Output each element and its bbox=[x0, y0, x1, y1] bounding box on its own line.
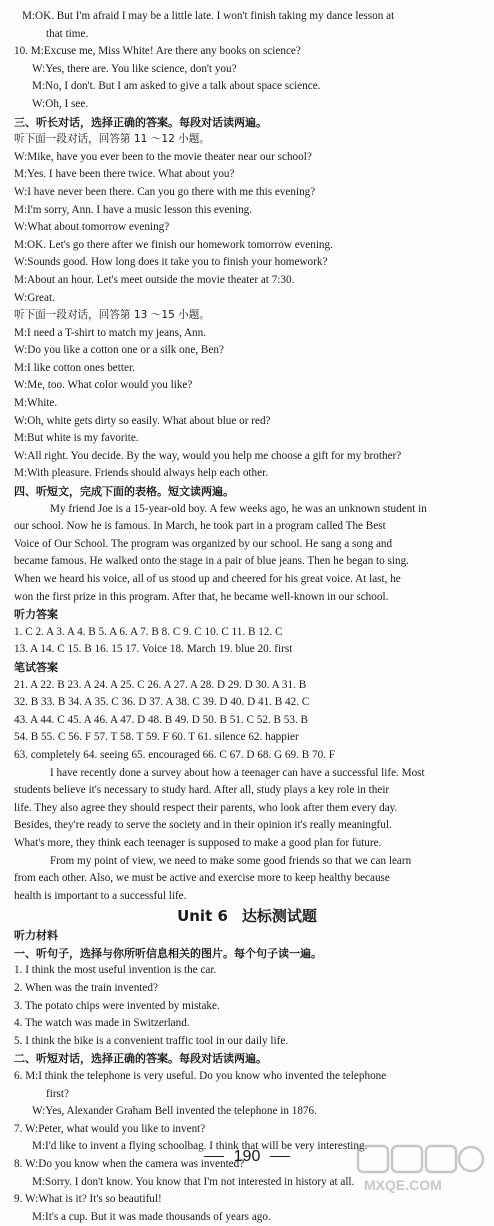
text-line: 1. C 2. A 3. A 4. B 5. A 6. A 7. B 8. C 9. C 10. C 11. B 12. C bbox=[14, 625, 283, 638]
text-line: M:With pleasure. Friends should always help each other. bbox=[14, 467, 269, 480]
text-line: 听力材料 bbox=[14, 929, 58, 943]
text-line: M:I'm sorry, Ann. I have a music lesson this evening. bbox=[14, 203, 253, 216]
text-line: students believe it's necessary to study hard. After all, study plays a key role in their bbox=[14, 784, 390, 797]
text-line: W:Great. bbox=[14, 291, 55, 304]
text-line: W:Oh, white gets dirty so easily. What about blue or red? bbox=[14, 414, 271, 427]
text-line: Voice of Our School. The program was organized by our school. He sang a song and bbox=[14, 537, 393, 550]
text-line: 63. completely 64. seeing 65. encouraged 66. C 67. D 68. G 69. B 70. F bbox=[14, 748, 335, 761]
text-line: 2. When was the train invented? bbox=[14, 982, 158, 995]
text-line: first? bbox=[46, 1087, 69, 1100]
text-line: W:I have never been there. Can you go there with me this evening? bbox=[14, 185, 316, 198]
unit-name: Unit 6 bbox=[177, 907, 228, 926]
text-line: M:I'd like to invent a flying schoolbag. I think that will be very interesting. bbox=[32, 1140, 368, 1153]
text-line: 9. W:What is it? It's so beautiful! bbox=[14, 1193, 162, 1206]
text-line: 5. I think the bike is a convenient traffic tool in our daily life. bbox=[14, 1034, 289, 1047]
unit-heading bbox=[0, 905, 494, 927]
text-line: 1. I think the most useful invention is the car. bbox=[14, 964, 217, 977]
text-line: 43. A 44. C 45. A 46. A 47. D 48. B 49. D 50. B 51. C 52. B 53. B bbox=[14, 713, 309, 726]
text-line: When we heard his voice, all of us stood up and cheered for his great voice. At last, he bbox=[14, 573, 401, 585]
text-line: 笔试答案 bbox=[14, 660, 58, 674]
svg-text:MXQE.COM: MXQE.COM bbox=[364, 1177, 442, 1193]
text-line: W:Yes, there are. You like science, don't you? bbox=[32, 62, 237, 75]
text-line: W:What about tomorrow evening? bbox=[14, 221, 170, 234]
text-line: W:Do you like a cotton one or a silk one, Ben? bbox=[14, 344, 224, 357]
text-line: 10. M:Excuse me, Miss White! Are there any books on science? bbox=[14, 45, 301, 58]
text-line: 三、听长对话，选择正确的答案。每段对话读两遍。 bbox=[14, 115, 267, 129]
text-line: M:OK. But I'm afraid I may be a little late. I won't finish taking my dance lesson at bbox=[22, 10, 395, 22]
text-line: became famous. He walked onto the stage in a pair of blue jeans. Then he began to sing. bbox=[14, 555, 409, 568]
text-line: M:No, I don't. But I am asked to give a talk about space science. bbox=[32, 80, 321, 93]
text-line: 7. W:Peter, what would you like to invent? bbox=[14, 1122, 206, 1135]
text-line: health is important to a successful life. bbox=[14, 889, 187, 902]
text-line: 听下面一段对话，回答第 11 ～12 小题。 bbox=[14, 133, 210, 146]
text-line: W:Mike, have you ever been to the movie theater near our school? bbox=[14, 150, 312, 163]
text-line: 21. A 22. B 23. A 24. A 25. C 26. A 27. A 28. D 29. D 30. A 31. B bbox=[14, 678, 307, 691]
text-line: 听下面一段对话，回答第 13 ～15 小题。 bbox=[14, 309, 210, 322]
text-line: 8. W:Do you know when the camera was invented? bbox=[14, 1158, 245, 1170]
text-line: won the first prize in this program. After that, he became well-known in our school. bbox=[14, 590, 389, 603]
text-line: 二、听短对话，选择正确的答案。每段对话读两遍。 bbox=[14, 1052, 267, 1066]
text-line: M:I need a T-shirt to match my jeans, Ann. bbox=[14, 326, 207, 339]
text-line: W:All right. You decide. By the way, would you help me choose a gift for my brother? bbox=[14, 449, 402, 462]
text-line: 13. A 14. C 15. B 16. 15 17. Voice 18. March 19. blue 20. first bbox=[14, 643, 293, 656]
text-line: M:White. bbox=[14, 397, 58, 410]
text-line: I have recently done a survey about how a teenager can have a successful life. Most bbox=[50, 766, 425, 779]
text-line: M:But white is my favorite. bbox=[14, 432, 139, 445]
text-line: W:Oh, I see. bbox=[32, 97, 89, 110]
text-line: M:It's a cup. But it was made thousands of years ago. bbox=[32, 1210, 271, 1223]
text-line: M:I like cotton ones better. bbox=[14, 361, 135, 374]
text-line: My friend Joe is a 15-year-old boy. A few weeks ago, he was an unknown student in bbox=[50, 502, 427, 515]
text-line: W:Me, too. What color would you like? bbox=[14, 379, 193, 392]
text-block-upper bbox=[0, 8, 494, 905]
text-line: Besides, they're ready to serve the society and in their opinion it's really meaningful. bbox=[14, 819, 392, 832]
text-line: 听力答案 bbox=[14, 608, 58, 622]
watermark-logo bbox=[356, 1144, 486, 1196]
text-line: 4. The watch was made in Switzerland. bbox=[14, 1017, 190, 1030]
page-number-text: 190 bbox=[233, 1148, 261, 1165]
text-line: from each other. Also, we must be active and exercise more to keep healthy because bbox=[14, 872, 390, 885]
text-line: W:Sounds good. How long does it take you to finish your homework? bbox=[14, 256, 328, 269]
unit-title: 达标测试题 bbox=[241, 907, 317, 926]
text-line: M:Yes. I have been there twice. What about you? bbox=[14, 168, 235, 181]
text-line: 54. B 55. C 56. F 57. T 58. T 59. F 60. T 61. silence 62. happier bbox=[14, 731, 299, 744]
text-line: that time. bbox=[46, 27, 89, 40]
text-line: 32. B 33. B 34. A 35. C 36. D 37. A 38. C 39. D 40. D 41. B 42. C bbox=[14, 696, 310, 709]
text-line: What's more, they think each teenager is supposed to make a good plan for future. bbox=[14, 836, 382, 849]
text-line: 6. M:I think the telephone is very useful. Do you know who invented the telephone bbox=[14, 1070, 387, 1083]
document-page bbox=[0, 8, 494, 1226]
text-line: M:Sorry. I don't know. You know that I'm not interested in history at all. bbox=[32, 1175, 355, 1188]
text-line: our school. Now he is famous. In March, he took part in a program called The Best bbox=[14, 520, 386, 533]
text-line: 3. The potato chips were invented by mistake. bbox=[14, 999, 220, 1012]
text-line: 一、听句子，选择与你所听信息相关的图片。每个句子读一遍。 bbox=[14, 946, 322, 960]
text-line: 四、听短文，完成下面的表格。短文读两遍。 bbox=[14, 485, 234, 499]
text-line: W:Yes, Alexander Graham Bell invented the telephone in 1876. bbox=[32, 1105, 317, 1118]
text-line: From my point of view, we need to make some good friends so that we can learn bbox=[50, 854, 412, 867]
text-line: M:About an hour. Let's meet outside the movie theater at 7:30. bbox=[14, 273, 295, 286]
text-line: life. They also agree they should respect their parents, who look after them every day. bbox=[14, 801, 398, 814]
text-line: M:OK. Let's go there after we finish our homework tomorrow evening. bbox=[14, 238, 333, 251]
